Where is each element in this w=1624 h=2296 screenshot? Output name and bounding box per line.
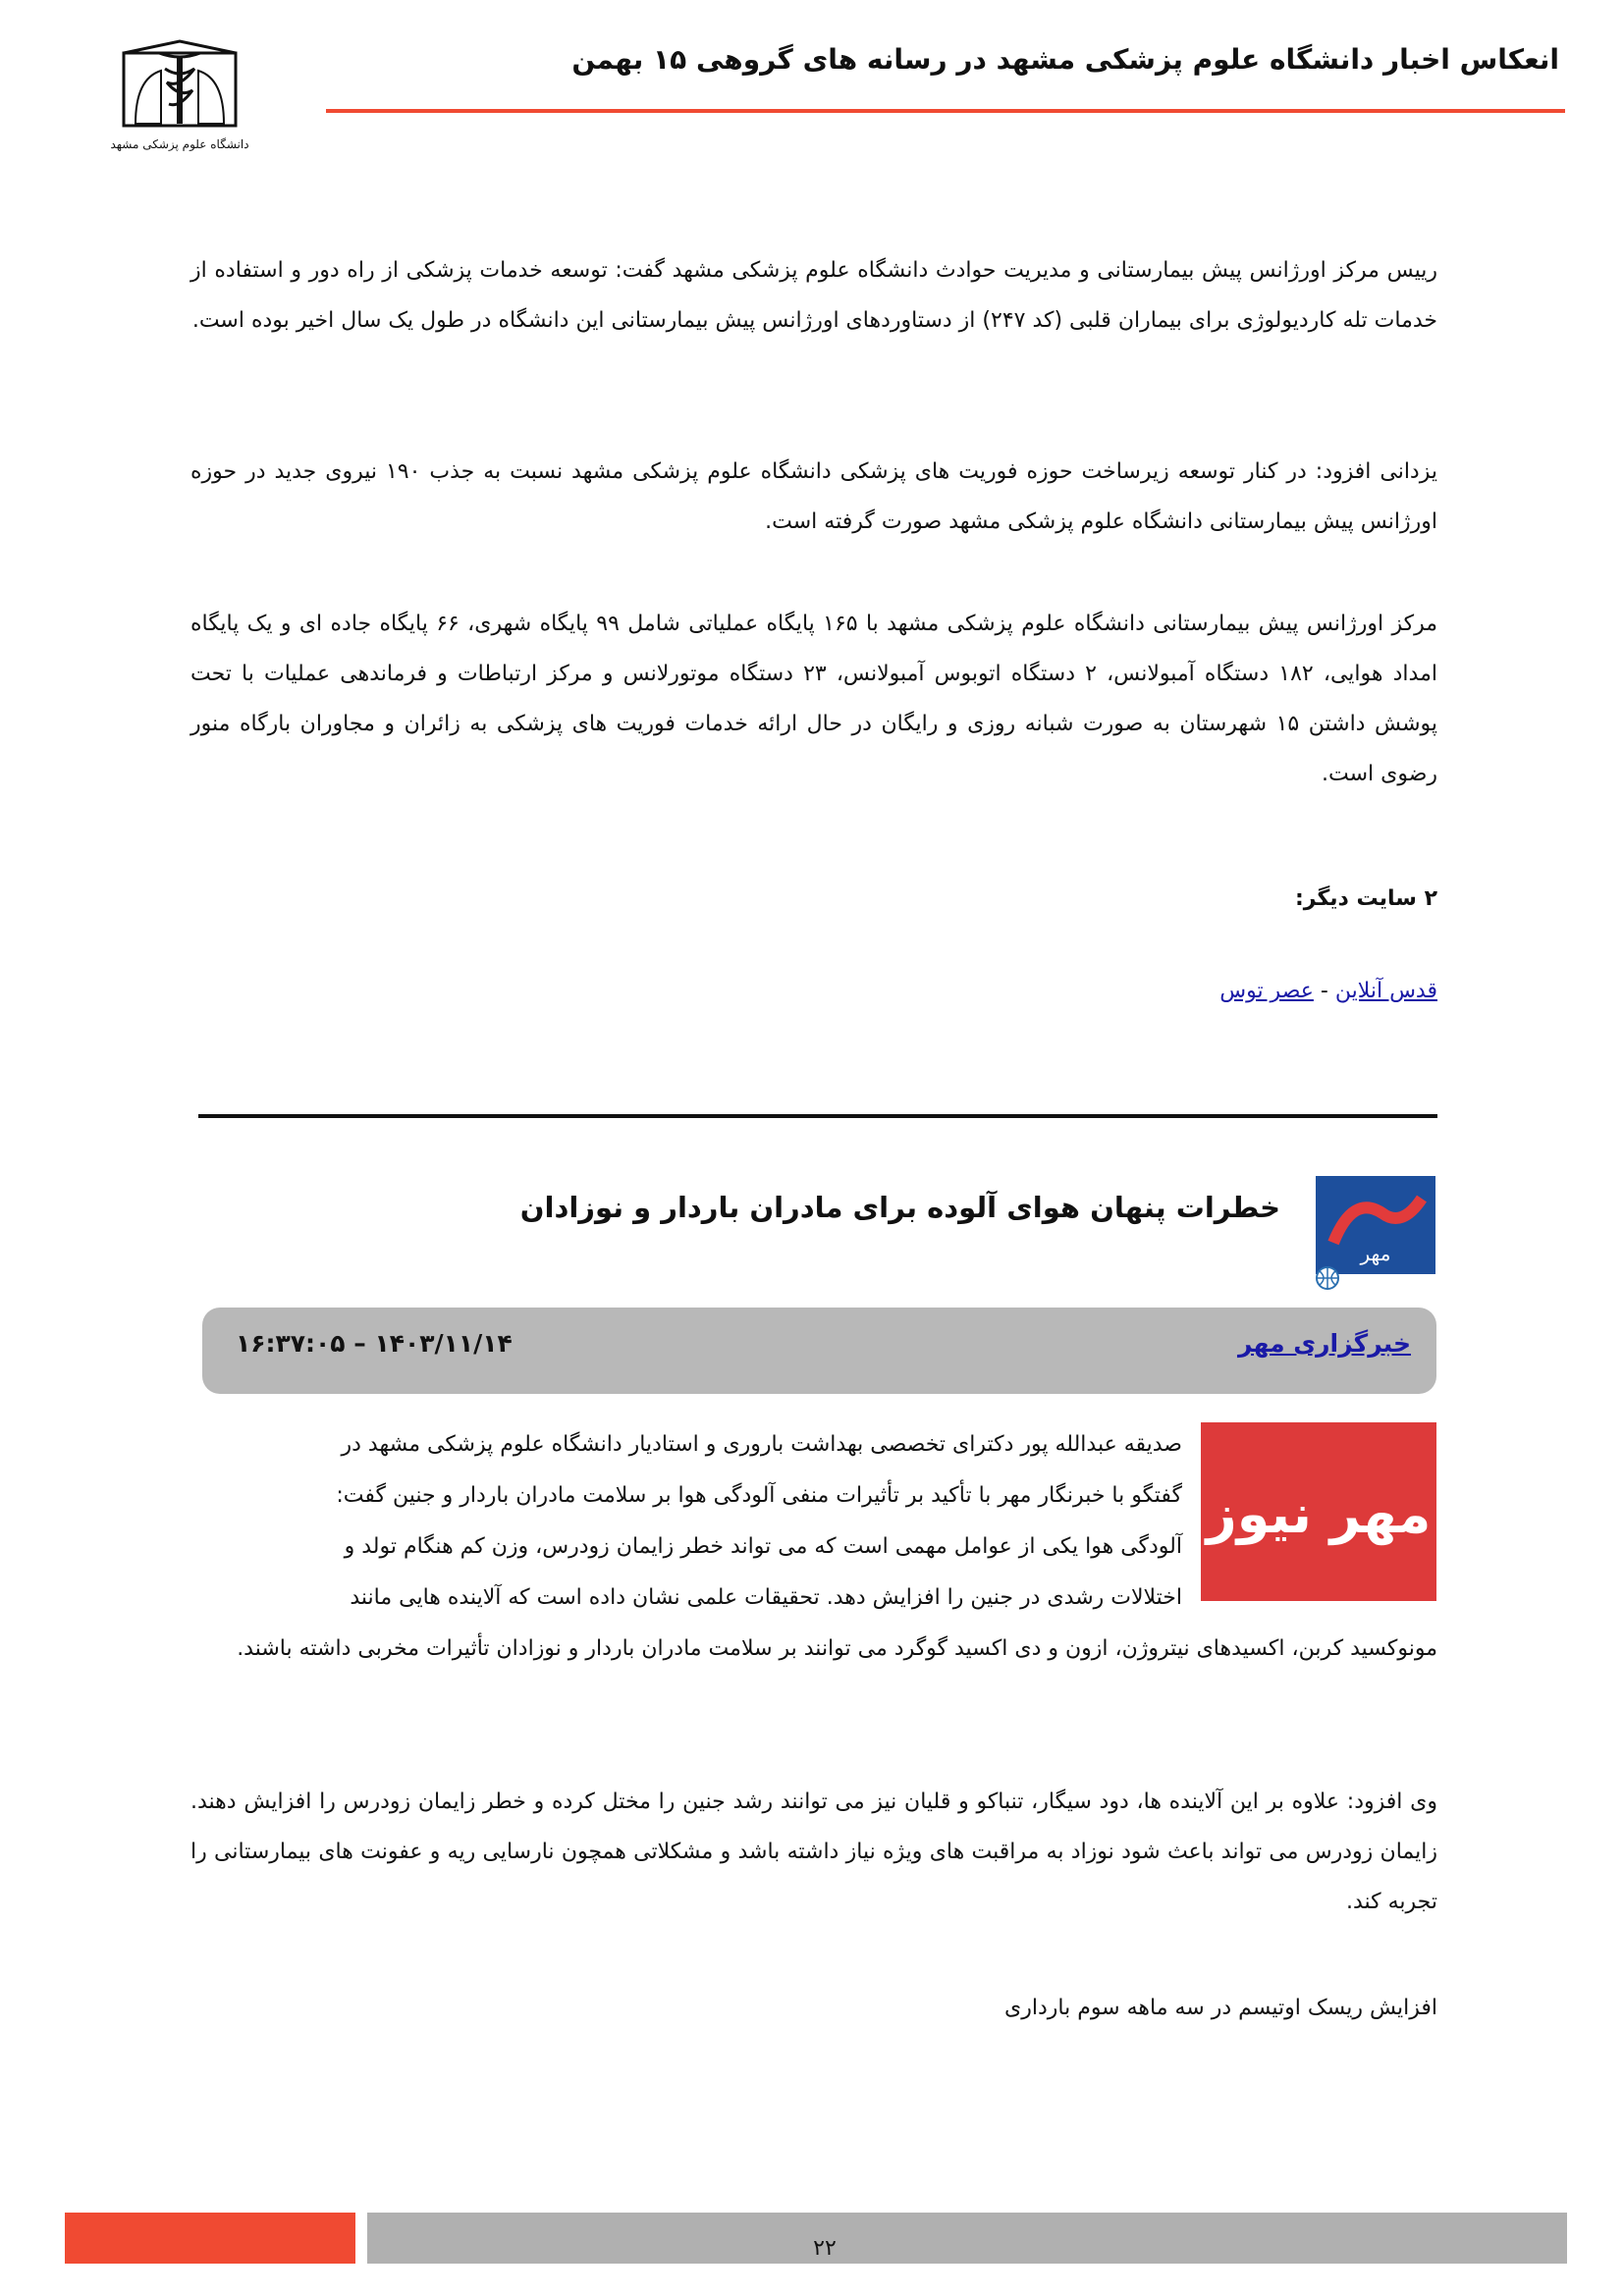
article2-para1-line2: گفتگو با خبرنگار مهر با تأکید بر تأثیرات منفی آلودگی هوا بر سلامت مادران باردار و جنین گفت: [336,1483,1182,1508]
article1-paragraph-1: رییس مرکز اورژانس پیش بیمارستانی و مدیریت حوادث دانشگاه علوم پزشکی مشهد گفت: توسعه خدمات پزشکی از راه دور و استفاده از خدمات تله کاردیولوژی برای بیماران قلبی (کد ۲۴۷) از دستاوردهای اورژانس پیش بیمارستانی این دانشگاه در طول یک سال اخیر بوده است. [190,258,1437,333]
mehr-agency-logo [1314,1174,1437,1292]
article2-para1-line1: صدیقه عبدالله پور دکترای تخصصی بهداشت باروری و استادیار دانشگاه علوم پزشکی مشهد در [341,1432,1182,1457]
article2-title: خطرات پنهان هوای آلوده برای مادران باردار و نوزادان [519,1191,1280,1224]
other-sites-links [652,972,1437,1011]
page-number: ۲۲ [813,2236,837,2261]
article-separator [198,1114,1437,1118]
footer-grey-bar [367,2213,1567,2264]
article2-paragraph-2: وی افزود: علاوه بر این آلاینده ها، دود سیگار، تنباکو و قلیان نیز می توانند رشد جنین را مختل کرده و خطر زایمان زودرس را افزایش دهند. زایمان زودرس می تواند باعث شود نوزاد به مراقبت های ویژه نیاز داشته باشد و مشکلاتی همچون نارسایی ریه و عفونت های بیمارستانی را تجربه کند. [190,1789,1437,1914]
link-asr-toos[interactable]: عصر توس [1219,979,1314,1003]
footer-red-bar [65,2213,355,2264]
link-qods-online[interactable]: قدس آنلاین [1334,979,1437,1003]
link-separator: - [1313,979,1335,1003]
article2-para1-rest: مونوکسید کربن، اکسیدهای نیتروژن، ازون و دی اکسید گوگرد می توانند بر سلامت مادران باردار و نوزادان تأثیرات مخربی داشته باشند. [237,1636,1437,1661]
page-header-title: انعکاس اخبار دانشگاه علوم پزشکی مشهد در رسانه های گروهی ۱۵ بهمن [571,43,1559,76]
article1-paragraph-2: یزدانی افزود: در کنار توسعه زیرساخت حوزه فوریت های پزشکی دانشگاه علوم پزشکی مشهد نسبت به جذب ۱۹۰ نیروی جدید در حوزه اورژانس پیش بیمارستانی دانشگاه علوم پزشکی مشهد صورت گرفته است. [190,459,1437,534]
article2-info-bar [202,1308,1436,1394]
article1-paragraph-3: مرکز اورژانس پیش بیمارستانی دانشگاه علوم پزشکی مشهد با ۱۶۵ پایگاه عملیاتی شامل ۹۹ پایگاه شهری، ۶۶ پایگاه جاده ای و یک پایگاه امداد هوایی، ۱۸۲ دستگاه آمبولانس، ۲ دستگاه اتوبوس آمبولانس، ۲۳ دستگاه موتورلانس و مرکز ارتباطات و فرماندهی عملیات با تحت پوشش داشتن ۱۵ شهرستان به صورت شبانه روزی و رایگان در حال ارائه خدمات فوریت های پزشکی به زائران و مجاوران بارگاه منور رضوی است. [190,612,1438,786]
article2-para1-line4: اختلالات رشدی در جنین را افزایش دهد. تحقیقات علمی نشان داده است که آلاینده هایی مانند [350,1585,1182,1610]
agency-link[interactable]: خبرگزاری مهر [1238,1329,1411,1358]
other-sites-label: ۲ سایت دیگر: [1294,886,1437,911]
article2-subheading: افزایش ریسک اوتیسم در سه ماهه سوم بارداری [1004,1996,1437,2020]
logo-caption: دانشگاه علوم پزشکی مشهد [110,137,249,151]
mehr-news-thumbnail [1201,1422,1436,1601]
thumbnail-text: مهر نیوز [1206,1483,1432,1545]
mehr-logo-text: مهر [1360,1242,1391,1265]
article2-para1-line3: آلودگی هوا یکی از عوامل مهمی است که می تواند خطر زایمان زودرس، وزن کم هنگام تولد و [344,1534,1182,1559]
publish-datetime: ۱۴۰۳/۱۱/۱۴ – ۱۶:۳۷:۰۵ [236,1329,513,1358]
header-rule [326,109,1565,113]
